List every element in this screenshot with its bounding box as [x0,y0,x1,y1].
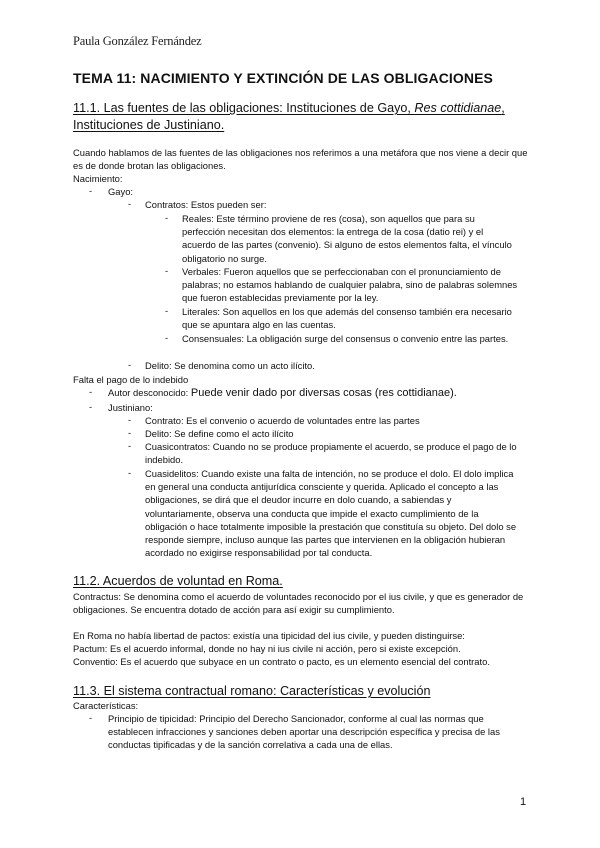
paragraph-pactum: Pactum: Es el acuerdo informal, donde no hay ni ius civile ni acción, pero si existe excepción. [73,643,461,654]
list-item-justiniano: Justiniano: [108,402,153,413]
bullet-dash: - [128,414,132,425]
bullet-dash: - [89,401,93,412]
bullet-dash: - [89,185,93,196]
list-item-delito-gayo: Delito: Se denomina como un acto ilícito. [145,360,315,371]
bullet-dash: - [89,386,93,397]
bullet-dash: - [165,265,169,276]
list-item-contrato-j: Contrato: Es el convenio o acuerdo de voluntades entre las partes [145,415,420,426]
list-item-gayo: Gayo: [108,186,134,197]
section-heading-part: , [501,101,505,115]
list-item-verbales: Verbales: Fueron aquellos que se perfeccionaban con el pronunciamiento de palabras; no estamos hablando de cualquier palabra, sino de palabras solemnes que fueron establecidas previamente por la ley. [182,266,518,304]
section-heading-part: Instituciones de Justiniano. [73,118,225,132]
author-name: Paula González Fernández [73,34,202,48]
list-item-contratos: Contratos: Estos pueden ser: [145,199,267,210]
bullet-dash: - [128,440,132,451]
paragraph-conventio: Conventio: Es el acuerdo que subyace en un contrato o pacto, es un elemento esencial del contrato. [73,656,490,667]
paragraph-roma: En Roma no había libertad de pactos: existía una tipicidad del ius civile, y pueden distinguirse: [73,630,465,641]
list-item-autor-desconocido [108,386,457,400]
list-item-reales: Reales: Este término proviene de res (cosa), son aquellos que para su perfección necesitan dos elementos: la entrega de la cosa (datio rei) y el acuerdo de las partes (convenio). Si alguno de estos elementos falta, el vínculo obligatorio no surge. [182,213,512,264]
page-number: 1 [520,796,527,808]
label-caracteristicas: Características: [73,700,139,711]
list-item-literales: Literales: Son aquellos en los que además del consenso también era necesario que se apuntara algo en las cuentas. [182,306,512,331]
section-heading-11-1 [73,100,505,134]
section-heading-11-3: 11.3. El sistema contractual romano: Características y evolución [73,684,431,698]
bullet-dash: - [128,467,132,478]
autor-label: Autor desconocido: [108,387,191,398]
list-item-cuasicontratos: Cuasicontratos: Cuando no se produce propiamente el acuerdo, se produce el pago de lo indebido. [145,441,517,466]
bullet-dash: - [128,427,132,438]
list-item-cuasidelitos: Cuasidelitos: Cuando existe una falta de intención, no se produce el dolo. El dolo implica en general una conducta antijurídica consciente y querida. Aplicado el concepto a las obligaciones, se dirá que el deudor incurre en dolo cuando, a sabiendas y voluntariamente, observa una conducta que impide el exacto cumplimiento de la obligación o hace totalmente imposible la prestación que constituía su objeto. Del dolo se responde siempre, incluso aunque las partes que intervienen en la obligación hubieran acordado no exigirse responsabilidad por tal conducta. [145,468,517,559]
paragraph-intro: Cuando hablamos de las fuentes de las obligaciones nos referimos a una metáfora que nos viene a decir que es de donde brotan las obligaciones. [73,147,528,172]
bullet-dash: - [165,332,169,343]
section-heading-part: 11.1. Las fuentes de las obligaciones: Instituciones de Gayo, [73,101,415,115]
bullet-dash: - [165,305,169,316]
label-nacimiento: Nacimiento: [73,173,123,184]
document-title: TEMA 11: NACIMIENTO Y EXTINCIÓN DE LAS OBLIGACIONES [73,70,493,86]
label-falta-pago: Falta el pago de lo indebido [73,374,189,385]
list-item-principio-tipicidad: Principio de tipicidad: Principio del Derecho Sancionador, conforme al cual las normas que establecen infracciones y sanciones deben aportar una descripción específica y precisa de las conductas tipificadas y de la sanción correlativa a cada una de ellas. [108,713,500,751]
list-item-consensuales: Consensuales: La obligación surge del consensus o convenio entre las partes. [182,333,509,344]
paragraph-contractus: Contractus: Se denomina como el acuerdo de voluntades reconocido por el ius civile, y que es generador de obligaciones. Se encuentra dotado de acción para así exigir su cumplimiento. [73,591,524,616]
list-item-delito-j: Delito: Se define como el acto ilícito [145,428,294,439]
bullet-dash: - [128,359,132,370]
autor-text: Puede venir dado por diversas cosas (res cottidianae). [190,387,457,399]
bullet-dash: - [165,212,169,223]
bullet-dash: - [128,198,132,209]
section-heading-italic: Res cottidianae [414,101,502,115]
section-heading-11-2: 11.2. Acuerdos de voluntad en Roma. [73,574,283,588]
bullet-dash: - [89,712,93,723]
